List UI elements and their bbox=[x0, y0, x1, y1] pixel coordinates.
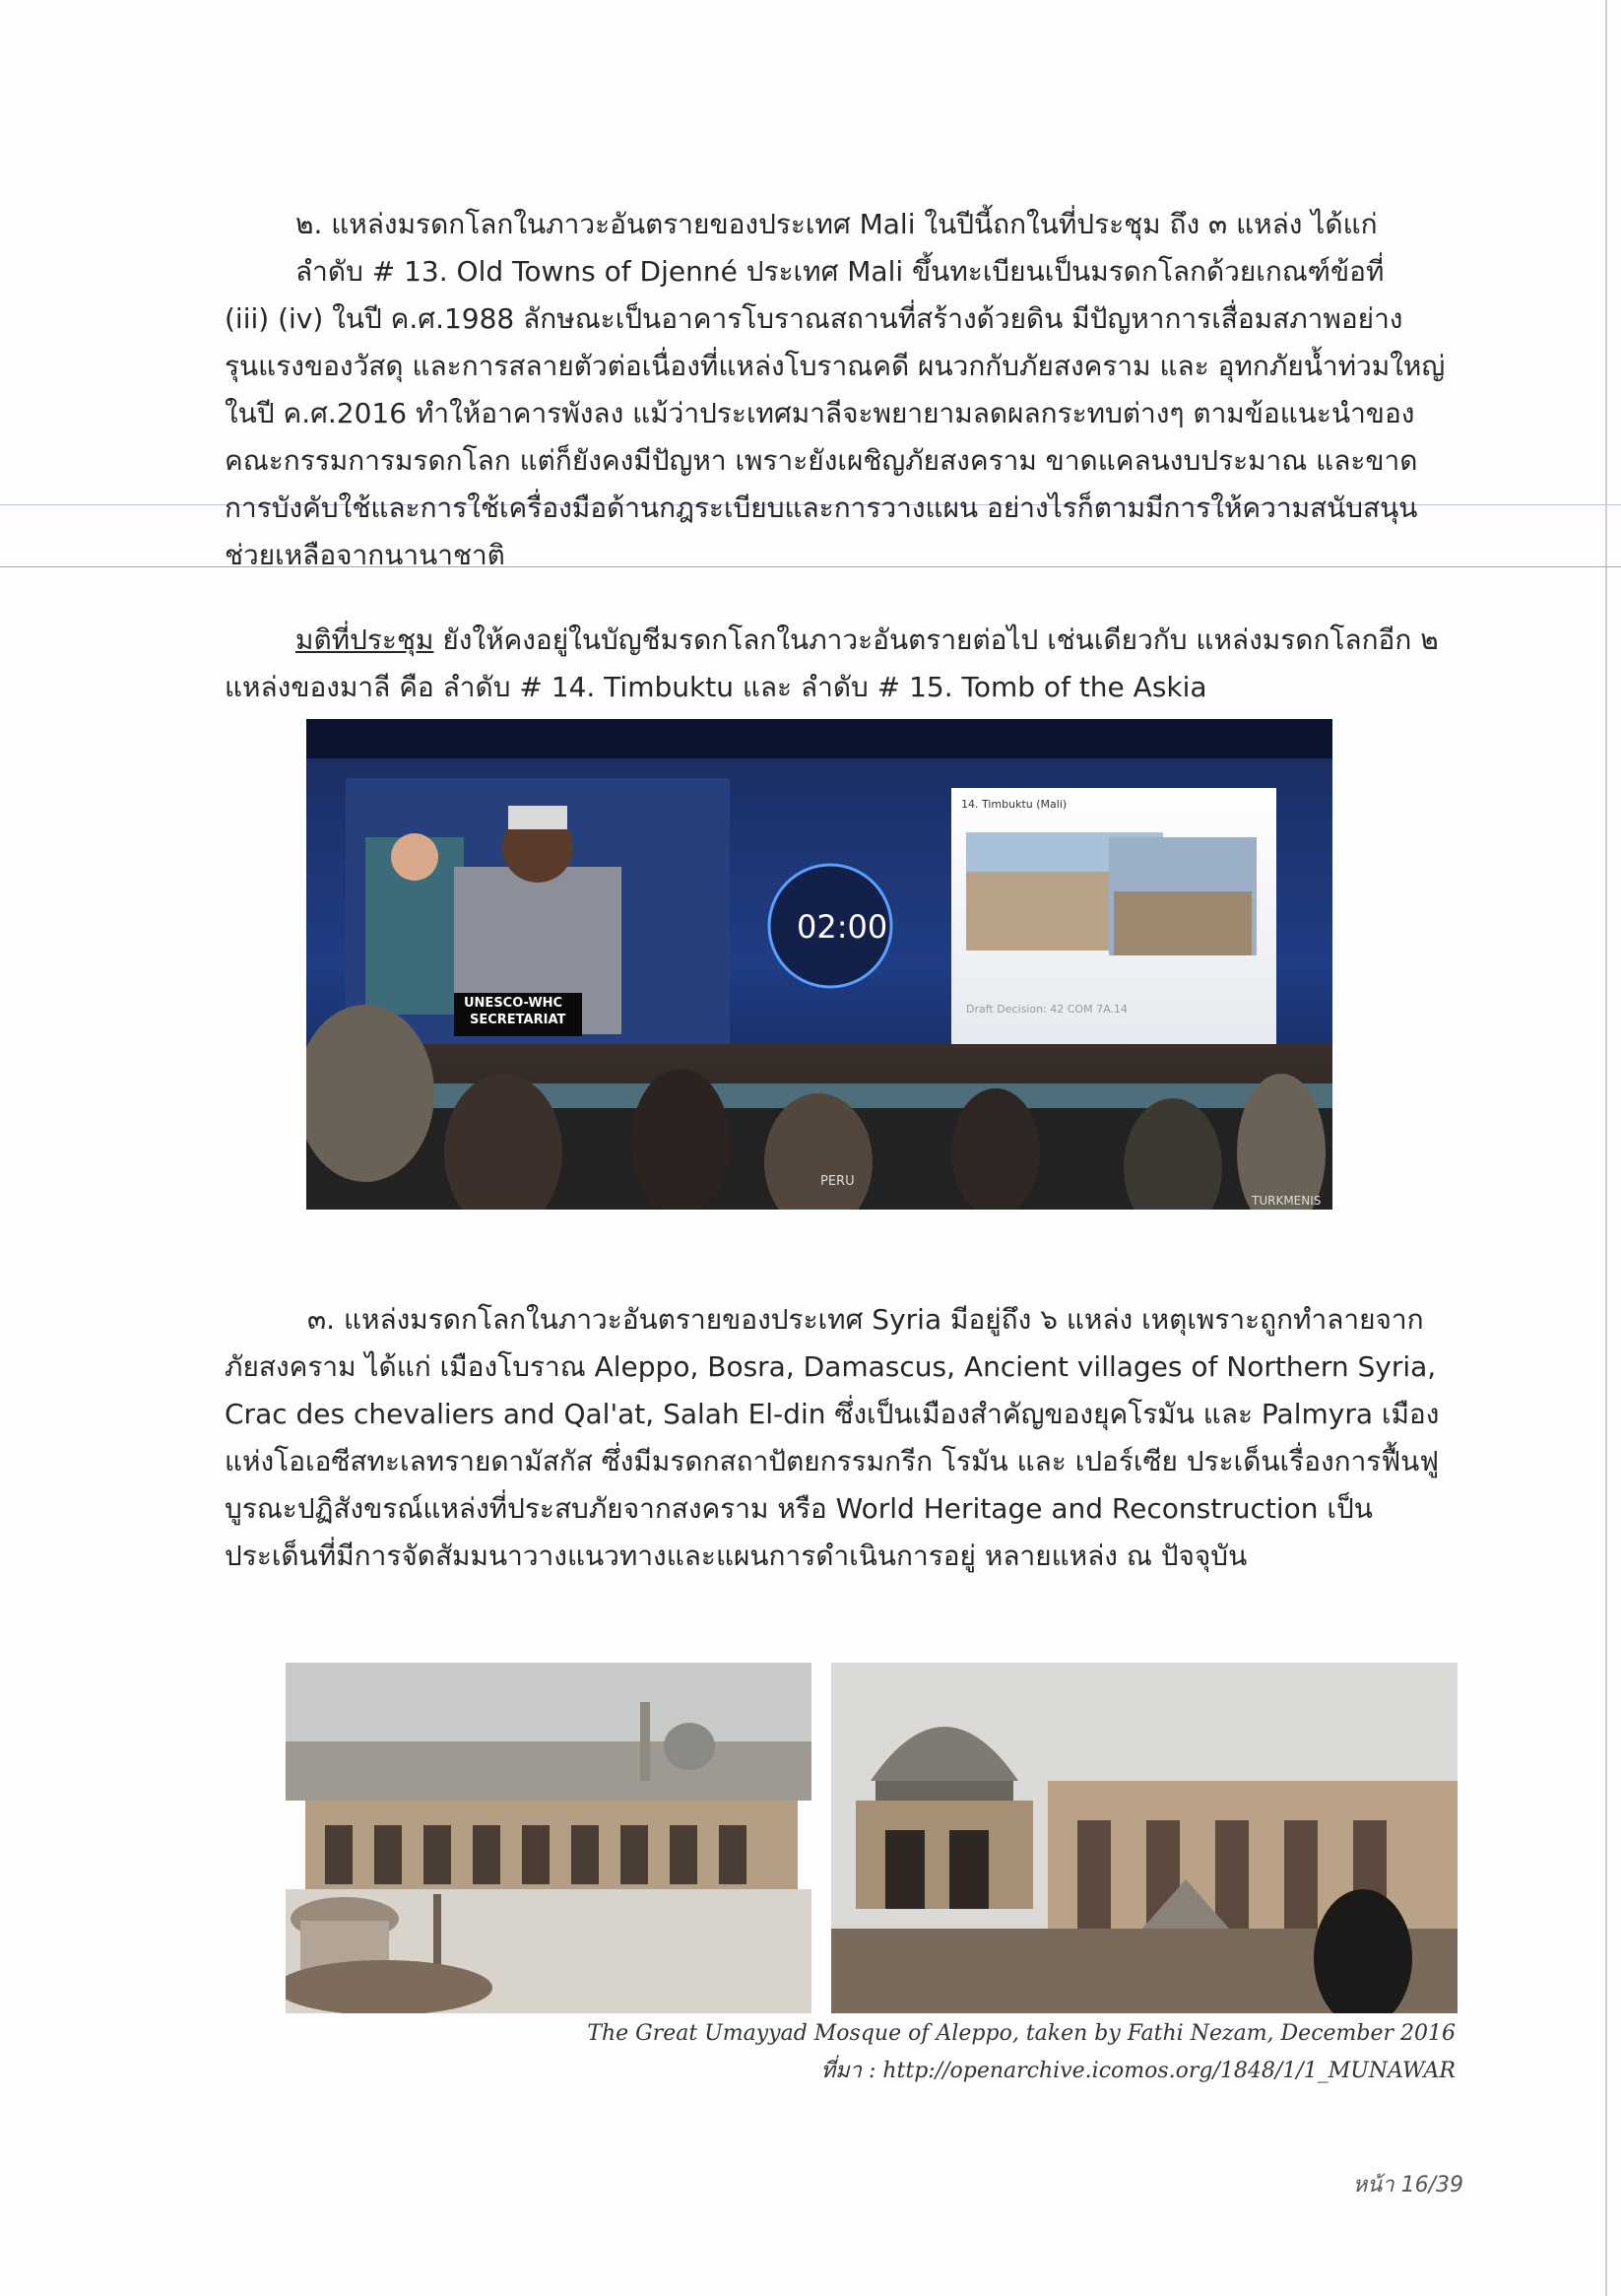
photo-caption-source: ที่มา : http://openarchive.icomos.org/1848/1/1_MUNAWAR bbox=[820, 2059, 1456, 2083]
text-line: ประเด็นที่มีการจัดสัมมนาวางแนวทางและแผนการดำเนินการอยู่ หลายแหล่ง ณ ปัจจุบัน bbox=[225, 1540, 1248, 1572]
meeting-photo bbox=[306, 719, 1332, 1210]
text-line: ช่วยเหลือจากนานาชาติ bbox=[225, 539, 505, 571]
timer-display: 02:00 bbox=[797, 908, 888, 946]
paragraph-mali-body bbox=[225, 295, 1446, 579]
resolution-text: ยังให้คงอยู่ในบัญชีมรดกโลกในภาวะอันตรายต่อไป เช่นเดียวกับ แหล่งมรดกโลกอีก ๒ bbox=[433, 623, 1439, 656]
text-line: คณะกรรมการมรดกโลก แต่ก็ยังคงมีปัญหา เพราะยังเผชิญภัยสงคราม ขาดแคลนงบประมาณ และขาด bbox=[225, 444, 1418, 477]
photo-caption-line1: The Great Umayyad Mosque of Aleppo, taken by Fathi Nezam, December 2016 bbox=[587, 2021, 1456, 2046]
resolution-paragraph-cont bbox=[225, 664, 1396, 711]
banner-fragment: TURKMENIS bbox=[1252, 1194, 1322, 1208]
text-line: ๒. แหล่งมรดกโลกในภาวะอันตรายของประเทศ Mali ในปีนี้ถกในที่ประชุม ถึง ๓ แหล่ง ได้แก่ bbox=[295, 208, 1378, 240]
paragraph-mali bbox=[295, 201, 1408, 248]
text-line bbox=[295, 617, 1439, 664]
slide-footer: Draft Decision: 42 COM 7A.14 bbox=[966, 1003, 1128, 1016]
text-line: รุนแรงของวัสดุ และการสลายตัวต่อเนื่องที่แหล่งโบราณคดี ผนวกกับภัยสงคราม และ อุทกภัยน้ำท่วมใหญ่ bbox=[225, 350, 1446, 382]
text-line: ในปี ค.ศ.2016 ทำให้อาคารพังลง แม้ว่าประเทศมาลีจะพยายามลดผลกระทบต่างๆ ตามข้อแนะนำของ bbox=[225, 397, 1415, 429]
text-line: แห่งโอเอซีสทะเลทรายดามัสกัส ซึ่งมีมรดกสถาปัตยกรรมกรีก โรมัน และ เปอร์เซีย ประเด็นเรื่องการฟื้นฟู bbox=[225, 1445, 1440, 1477]
page-number: หน้า 16/39 bbox=[1352, 2173, 1463, 2198]
resolution-label: มติที่ประชุม bbox=[295, 623, 434, 656]
slide-title: 14. Timbuktu (Mali) bbox=[961, 798, 1068, 811]
desk-label: PERU bbox=[820, 1174, 855, 1189]
aleppo-courtyard-photo bbox=[286, 1663, 811, 2013]
resolution-paragraph bbox=[295, 617, 1439, 664]
paragraph-syria bbox=[307, 1296, 1424, 1344]
text-line: ลำดับ # 13. Old Towns of Djenné ประเทศ Mali ขึ้นทะเบียนเป็นมรดกโลกด้วยเกณฑ์ข้อที่ bbox=[295, 255, 1385, 288]
text-line: บูรณะปฏิสังขรณ์แหล่งที่ประสบภัยจากสงคราม หรือ World Heritage and Reconstruction เป็น bbox=[225, 1492, 1373, 1525]
page-edge bbox=[1605, 0, 1607, 2296]
aleppo-dome-graphic bbox=[831, 1663, 1458, 2013]
paragraph-syria-body bbox=[225, 1344, 1440, 1580]
text-line: การบังคับใช้และการใช้เครื่องมือด้านกฎระเบียบและการวางแผน อย่างไรก็ตามมีการให้ความสนับสนุน bbox=[225, 492, 1418, 524]
text-line: ๓. แหล่งมรดกโลกในภาวะอันตรายของประเทศ Syria มีอยู่ถึง ๖ แหล่ง เหตุเพราะถูกทำลายจาก bbox=[307, 1303, 1424, 1336]
nameplate-line1: UNESCO-WHC bbox=[464, 996, 563, 1011]
aleppo-dome-photo bbox=[831, 1663, 1458, 2013]
paragraph-mali-cont bbox=[295, 248, 1467, 295]
text-line: ภัยสงคราม ได้แก่ เมืองโบราณ Aleppo, Bosra, Damascus, Ancient villages of Northern Syria, bbox=[225, 1350, 1437, 1383]
text-line: (iii) (iv) ในปี ค.ศ.1988 ลักษณะเป็นอาคารโบราณสถานที่สร้างด้วยดิน มีปัญหาการเสื่อมสภาพอย่าง bbox=[225, 302, 1403, 335]
aleppo-courtyard-graphic bbox=[286, 1663, 811, 2013]
nameplate-line2: SECRETARIAT bbox=[470, 1013, 566, 1027]
text-line: Crac des chevaliers and Qal'at, Salah El-din ซึ่งเป็นเมืองสำคัญของยุคโรมัน และ Palmyra เมือง bbox=[225, 1398, 1440, 1430]
text-line: แหล่งของมาลี คือ ลำดับ # 14. Timbuktu และ ลำดับ # 15. Tomb of the Askia bbox=[225, 671, 1207, 703]
meeting-photo-graphic bbox=[306, 719, 1332, 1210]
